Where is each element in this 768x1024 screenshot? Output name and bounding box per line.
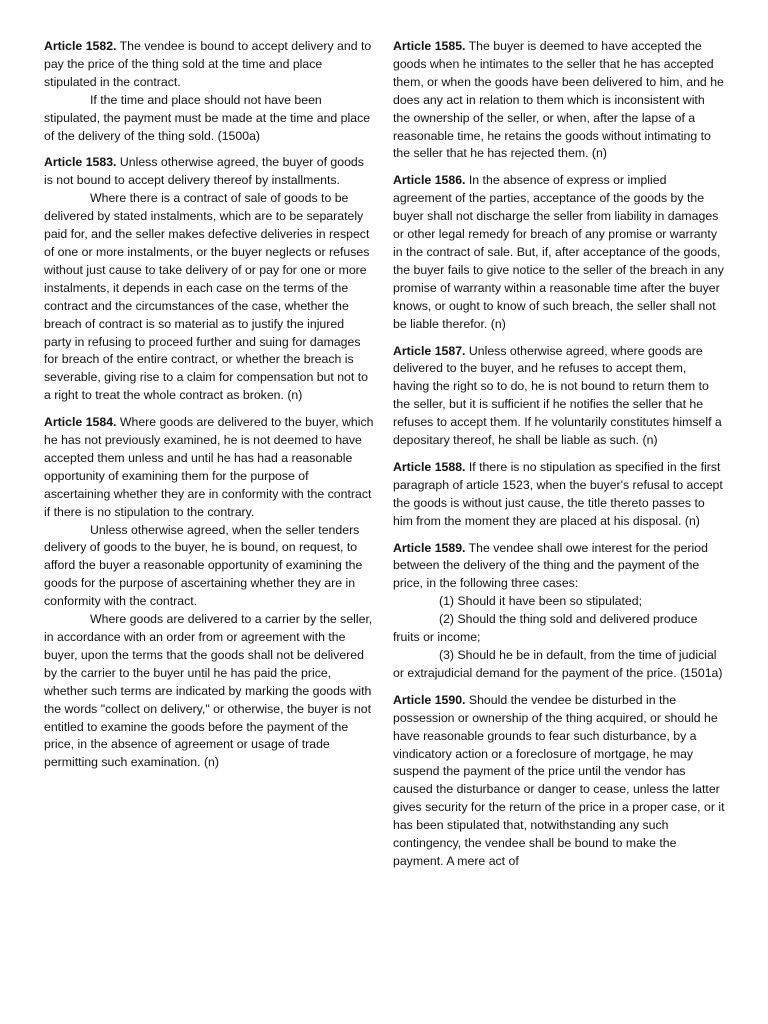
right-column — [393, 38, 725, 880]
article-1590 — [393, 692, 725, 871]
article-paragraph — [44, 38, 374, 92]
article-title: Article 1582. — [44, 39, 117, 53]
article-list-item: (1) Should it have been so stipulated; — [439, 594, 643, 609]
article-paragraph — [393, 459, 725, 531]
article-paragraph: Unless otherwise agreed, when the seller tenders delivery of goods to the buyer, he is bound, on request, to afford the buyer a reasonable opportunity of examining the goods for the purpose of ascertaining whether they are in conformity with the contract. — [44, 522, 363, 609]
article-paragraph — [44, 154, 374, 190]
article-title: Article 1587. — [393, 343, 466, 358]
article-text: In the absence of express or implied agreement of the parties, acceptance of the goods by the buyer shall not discharge the seller from liability in damages or other legal remedy for breach of any promise or warranty in the contract of sale. But, if, after acceptance of the goods, the buyer fails to give notice to the seller of the breach in any promise of warranty within a reasonable time after the buyer knows, or ought to know of such breach, the seller shall not be liable therefor. (n) — [393, 173, 724, 331]
article-1585 — [393, 38, 725, 163]
article-1582 — [44, 38, 374, 145]
article-paragraph — [44, 414, 374, 521]
article-text: If there is no stipulation as specified in the first paragraph of article 1523, when the buyer's refusal to accept the goods is without just cause, the title thereto passes to him from the moment they are placed at his disposal. (n) — [393, 459, 723, 528]
article-paragraph — [393, 172, 725, 333]
article-text: Unless otherwise agreed, where goods are delivered to the buyer, and he refuses to accept them, having the right so to do, he is not bound to return them to the seller, but it is sufficient if he notifies the seller that he refuses to accept them. If he voluntarily constitutes himself a depositary thereof, he shall be liable as such. (n) — [393, 343, 722, 448]
article-list-item: (2) Should the thing sold and delivered produce fruits or income; — [393, 612, 698, 645]
article-text: The vendee is bound to accept delivery and to pay the price of the thing sold at the time and place stipulated in the contract. — [44, 39, 372, 89]
article-1586 — [393, 172, 725, 333]
article-1588 — [393, 459, 725, 531]
article-text: Where goods are delivered to the buyer, which he has not previously examined, he is not deemed to have accepted them unless and until he has had a reasonable opportunity of examining them for the purpose of ascertaining whether they are in conformity with the contract if there is no stipulation to the contrary. — [44, 415, 374, 519]
article-paragraph: If the time and place should not have been stipulated, the payment must be made at the time and place of the delivery of the thing sold. (1500a) — [44, 92, 371, 143]
article-text: Unless otherwise agreed, the buyer of goods is not bound to accept delivery thereof by installments. — [44, 155, 364, 188]
article-text: The buyer is deemed to have accepted the goods when he intimates to the seller that he has accepted them, or when the goods have been delivered to him, and he does any act in relation to them which is inconsistent with the ownership of the seller, or when, after the lapse of a reasonable time, he retains the goods without intimating to the seller that he has rejected them. (n) — [393, 39, 724, 161]
article-paragraph: Where goods are delivered to a carrier by the seller, in accordance with an order from or agreement with the buyer, upon the terms that the goods shall not be delivered by the carrier to the buyer until he has paid the price, whether such terms are indicated by marking the goods with the words "collect on delivery," or otherwise, the buyer is not entitled to examine the goods before the payment of the price, in the absence of agreement or usage of trade permitting such examination. (n) — [44, 612, 373, 770]
article-paragraph: Where there is a contract of sale of goods to be delivered by stated instalments, which are to be separately paid for, and the seller makes defective deliveries in respect of one or more instalments, or the buyer neglects or refuses without just cause to take delivery of or pay for one or more instalments, it depends in each case on the terms of the contract and the circumstances of the case, whether the breach of contract is so material as to justify the injured party in refusing to proceed further and suing for damages for breach of the entire contract, or whether the breach is severable, giving rise to a claim for compensation but not to a right to treat the whole contract as broken. (n) — [44, 191, 370, 403]
article-1589 — [393, 540, 725, 683]
article-title: Article 1589. — [393, 540, 466, 555]
article-1587 — [393, 343, 725, 450]
article-title: Article 1583. — [44, 155, 117, 170]
article-paragraph — [393, 692, 725, 871]
article-title: Article 1588. — [393, 459, 466, 474]
article-paragraph — [393, 540, 725, 594]
article-text: The vendee shall owe interest for the period between the delivery of the thing and the payment of the price, in the following three cases: — [393, 540, 708, 591]
article-title: Article 1590. — [393, 692, 466, 707]
left-column — [44, 38, 374, 781]
article-1584 — [44, 414, 374, 772]
article-paragraph — [393, 343, 725, 450]
article-text: Should the vendee be disturbed in the possession or ownership of the thing acquired, or should he have reasonable grounds to fear such disturbance, by a vindicatory action or a foreclosure of mortgage, he may suspend the payment of the price until the vendor has caused the disturbance or danger to cease, unless the latter gives security for the return of the price in a proper case, or it has been stipulated that, notwithstanding any such contingency, the vendee shall be bound to make the payment. A mere act of — [393, 692, 725, 868]
article-title: Article 1585. — [393, 39, 466, 53]
article-1583 — [44, 154, 374, 405]
article-title: Article 1584. — [44, 415, 117, 430]
article-paragraph — [393, 38, 725, 163]
article-list-item: (3) Should he be in default, from the time of judicial or extrajudicial demand for the payment of the price. (1501a) — [393, 648, 723, 680]
article-title: Article 1586. — [393, 173, 466, 188]
